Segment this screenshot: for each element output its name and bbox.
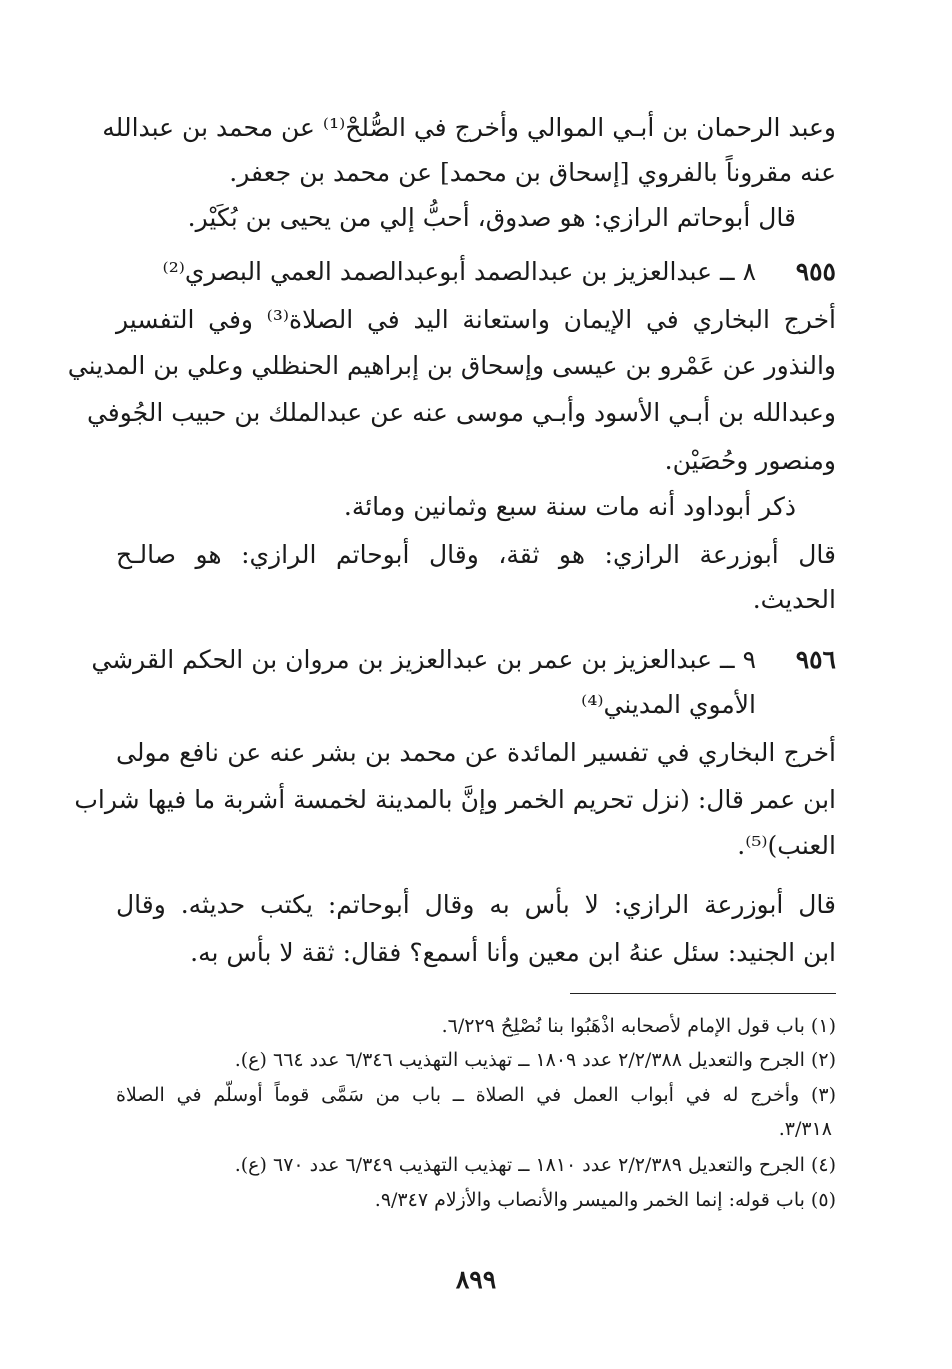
text-line: ابن الجنيد: سئل عنهُ ابن معين وأنا أسمع؟ فقال: ثقة لا بأس به. [190,938,836,967]
text-line: قال أبوحاتم الرازي: هو صدوق، أحبُّ إلي من يحيى بن بُكَيْر. [187,203,796,232]
footnote: (٥) باب قوله: إنما الخمر والميسر والأنصاب والأزلام ٩/٣٤٧. [374,1189,836,1211]
footnote: (٣) وأخرج له في أبواب العمل في الصلاة ــ باب من سَمَّى قوماً أوسلّم في الصلاة [116,1084,836,1106]
footnote: (٤) الجرح والتعديل ٢/٢/٣٨٩ عدد ١٨١٠ ــ تهذيب التهذيب ٦/٣٤٩ عدد ٦٧٠ (ع). [234,1154,836,1176]
entry-heading: ٨ ــ عبدالعزيز بن عبدالصمد أبوعبدالصمد العمي البصري⁽²⁾ [162,257,756,286]
footnote: (١) باب قول الإمام لأصحابه اذْهَبُوا بنا نُصْلِحُ ٦/٢٢٩. [441,1015,836,1037]
text-line: قال أبوزرعة الرازي: هو ثقة، وقال أبوحاتم الرازي: هو صالـح [116,540,836,569]
entry-number: ٩٥٦ [795,645,836,674]
page-number: ٨٩٩ [455,1265,497,1294]
footnote: (٢) الجرح والتعديل ٢/٢/٣٨٨ عدد ١٨٠٩ ــ تهذيب التهذيب ٦/٣٤٦ عدد ٦٦٤ (ع). [234,1049,836,1071]
text-line: والنذور عن عَمْرو بن عيسى وإسحاق بن إبراهيم الحنظلي وعلي بن المديني [67,351,836,380]
entry-heading: الأموي المديني⁽⁴⁾ [581,690,756,719]
text-line: ذكر أبوداود أنه مات سنة سبع وثمانين ومائة. [343,492,796,521]
text-line: ومنصور وحُصَيْن. [664,446,836,475]
footnote: ٣/٣١٨. [778,1118,832,1140]
text-line: ابن عمر قال: (نزل تحريم الخمر وإنَّ بالمدينة لخمسة أشربة ما فيها شراب [74,785,836,814]
footnote-rule [570,993,836,994]
text-line: الحديث. [752,585,836,614]
entry-heading: ٩ ــ عبدالعزيز بن عمر بن عبدالعزيز بن مروان بن الحكم القرشي [91,645,756,674]
entry-number: ٩٥٥ [795,257,836,286]
text-line: وعبد الرحمان بن أبـي الموالي وأخرج في الصُّلحْ⁽¹⁾ عن محمد بن عبدالله [102,113,836,142]
text-line: عنه مقروناً بالفروي [إسحاق بن محمد] عن محمد بن جعفر. [229,158,836,187]
text-line: العنب)⁽⁵⁾. [737,831,836,860]
text-line: قال أبوزرعة الرازي: لا بأس به وقال أبوحاتم: يكتب حديثه. وقال [116,890,836,919]
text-line: وعبدالله بن أبـي الأسود وأبـي موسى عنه عن عبدالملك بن حبيب الجُوفي [86,398,836,427]
text-line: أخرج البخاري في الإيمان واستعانة اليد في الصلاة⁽³⁾ وفي التفسير [116,305,836,334]
text-line: أخرج البخاري في تفسير المائدة عن محمد بن بشر عنه عن نافع مولى [116,738,836,767]
